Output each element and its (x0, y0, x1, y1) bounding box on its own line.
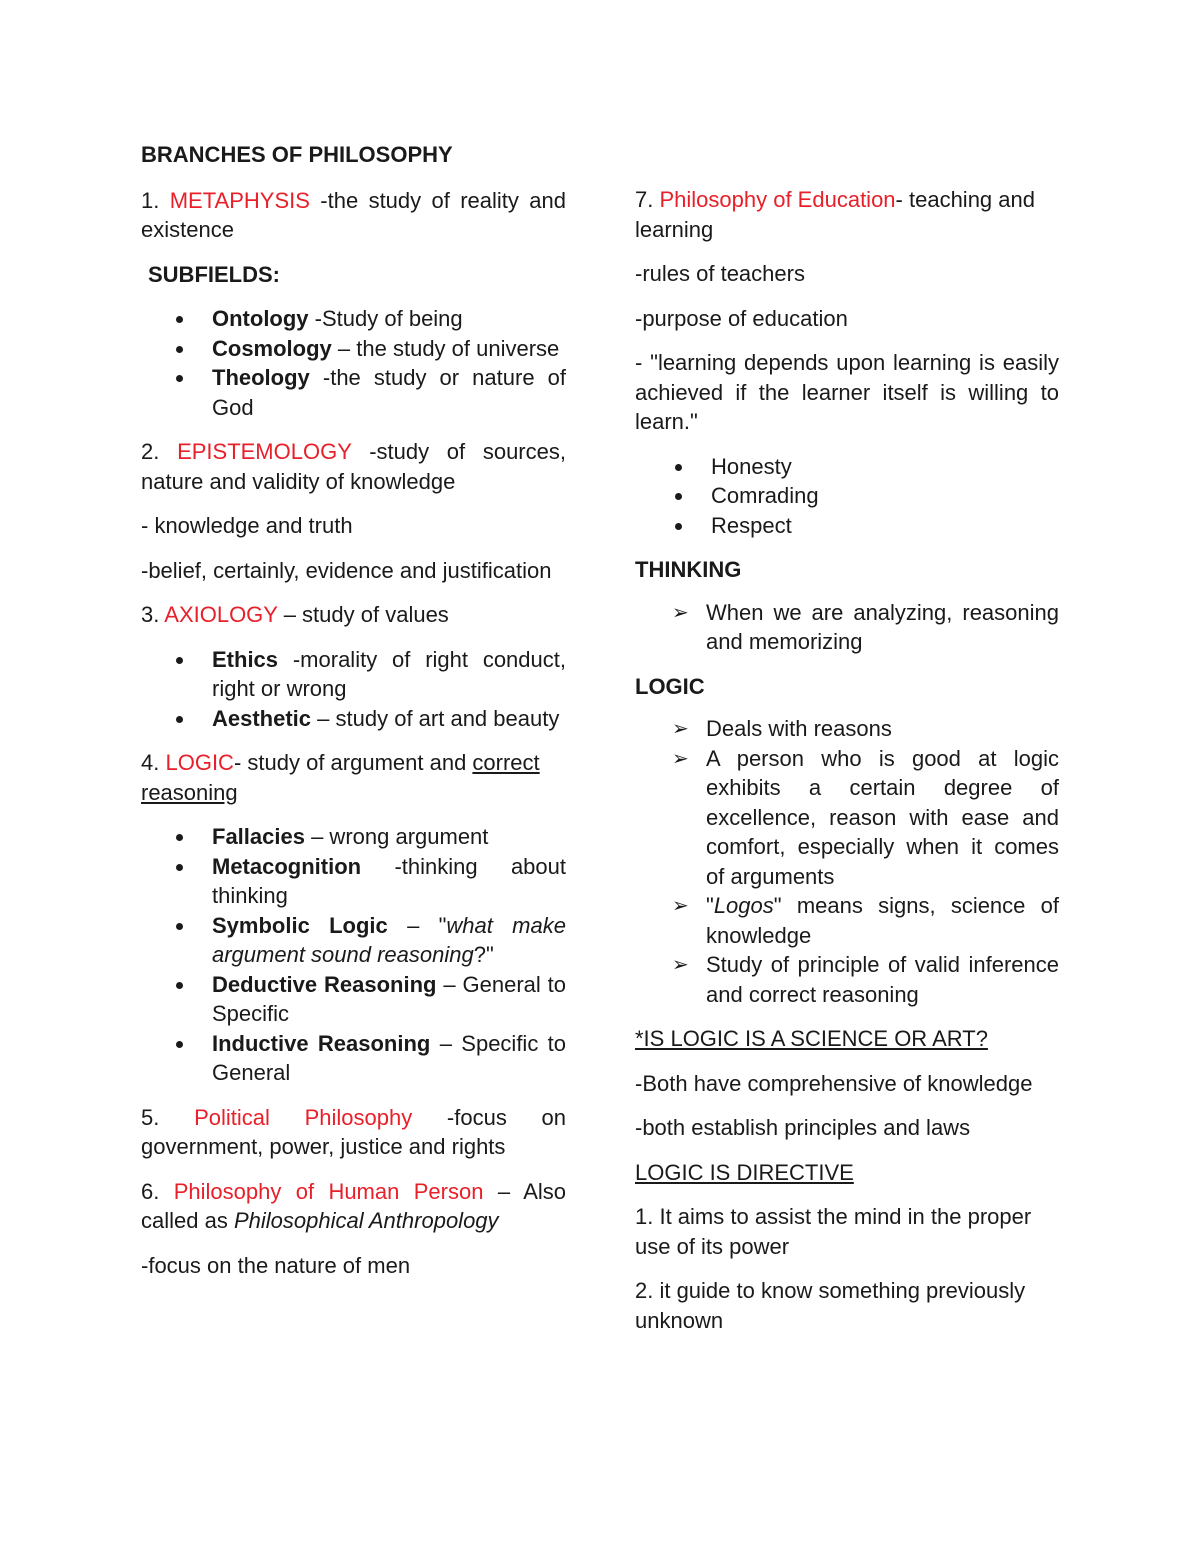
list-item: ➢ A person who is good at logic exhibits a certain degree of excellence, reason with ease and comfort, especially when it comes of arguments (672, 745, 1059, 889)
branch-political-philosophy: 5. Political Philosophy -focus on government, power, justice and rights (141, 1104, 566, 1159)
branch-term: Philosophy of Education (659, 187, 896, 212)
list-item: Theology -the study or nature of God (141, 363, 566, 422)
logic-points-list (635, 714, 1059, 1009)
list-item: Honesty (635, 452, 1059, 482)
branch-term: Philosophy of Human Person (173, 1178, 484, 1204)
right-column (635, 140, 1059, 1350)
document-title: BRANCHES OF PHILOSOPHY (141, 142, 453, 167)
list-item: Ontology -Study of being (141, 304, 566, 334)
branch-logic: 4. LOGIC- study of argument and correct reasoning (141, 750, 540, 805)
left-column (141, 140, 566, 1295)
arrow-bullet-icon: ➢ (672, 599, 689, 624)
directive-item: 1. It aims to assist the mind in the proper use of its power (635, 1204, 1032, 1259)
list-item: Aesthetic – study of art and beauty (141, 704, 566, 734)
list-item: Symbolic Logic – "what make argument sound reasoning?" (141, 911, 566, 970)
subfields-label: SUBFIELDS: (148, 261, 280, 287)
thinking-list (635, 598, 1059, 657)
list-item: ➢ When we are analyzing, reasoning and memorizing (672, 599, 1059, 654)
branch-term: EPISTEMOLOGY (177, 439, 352, 464)
arrow-bullet-icon: ➢ (672, 893, 689, 917)
list-item: Metacognition -thinking about thinking (141, 852, 566, 911)
logic-list (141, 822, 566, 1088)
branch-term: LOGIC (165, 750, 234, 775)
logic-question: *IS LOGIC IS A SCIENCE OR ART? (635, 1026, 988, 1051)
branch-term: METAPHYSIS (169, 187, 310, 213)
arrow-bullet-icon: ➢ (672, 716, 689, 740)
list-item: ➢ Deals with reasons (672, 716, 892, 741)
list-item: ➢ "Logos" means signs, science of knowledge (672, 893, 1059, 948)
directive-item: 2. it guide to know something previously unknown (635, 1278, 1026, 1333)
branch-term: Political Philosophy (194, 1104, 413, 1130)
logic-answer: -both establish principles and laws (635, 1115, 971, 1140)
branch-axiology: 3. AXIOLOGY – study of values (141, 602, 449, 627)
branch-term: AXIOLOGY (164, 602, 278, 627)
arrow-bullet-icon: ➢ (672, 952, 689, 976)
branch-metaphysis: 1. METAPHYSIS -the study of reality and existence (141, 187, 566, 242)
list-item: Inductive Reasoning – Specific to General (141, 1029, 566, 1088)
education-note: -rules of teachers (635, 261, 805, 286)
list-item: Fallacies – wrong argument (141, 822, 566, 852)
list-item: Ethics -morality of right conduct, right or wrong (141, 645, 566, 704)
education-values-list (635, 452, 1059, 541)
branch-epistemology: 2. EPISTEMOLOGY -study of sources, nature and validity of knowledge (141, 439, 566, 494)
education-quote: - "learning depends upon learning is easily achieved if the learner itself is willing to learn." (635, 350, 1059, 434)
human-person-note: -focus on the nature of men (141, 1252, 411, 1278)
thinking-heading: THINKING (635, 557, 742, 582)
branch-philosophy-of-human-person: 6. Philosophy of Human Person – Also called as Philosophical Anthropology (141, 1178, 566, 1233)
directive-heading: LOGIC IS DIRECTIVE (635, 1159, 854, 1185)
epistemology-note: -belief, certainly, evidence and justification (141, 557, 552, 583)
list-item: Respect (635, 511, 1059, 541)
logic-answer: -Both have comprehensive of knowledge (635, 1070, 1033, 1096)
branch-philosophy-of-education: 7. Philosophy of Education- teaching and learning (635, 187, 1035, 242)
epistemology-note: - knowledge and truth (141, 513, 353, 538)
education-note: -purpose of education (635, 305, 848, 331)
logic-heading: LOGIC (635, 673, 705, 699)
axiology-list (141, 645, 566, 734)
list-item: Deductive Reasoning – General to Specific (141, 970, 566, 1029)
metaphysis-subfields-list (141, 304, 566, 422)
arrow-bullet-icon: ➢ (672, 745, 689, 770)
list-item: Comrading (635, 481, 1059, 511)
list-item: ➢ Study of principle of valid inference and correct reasoning (672, 952, 1059, 1007)
list-item: Cosmology – the study of universe (141, 334, 566, 364)
